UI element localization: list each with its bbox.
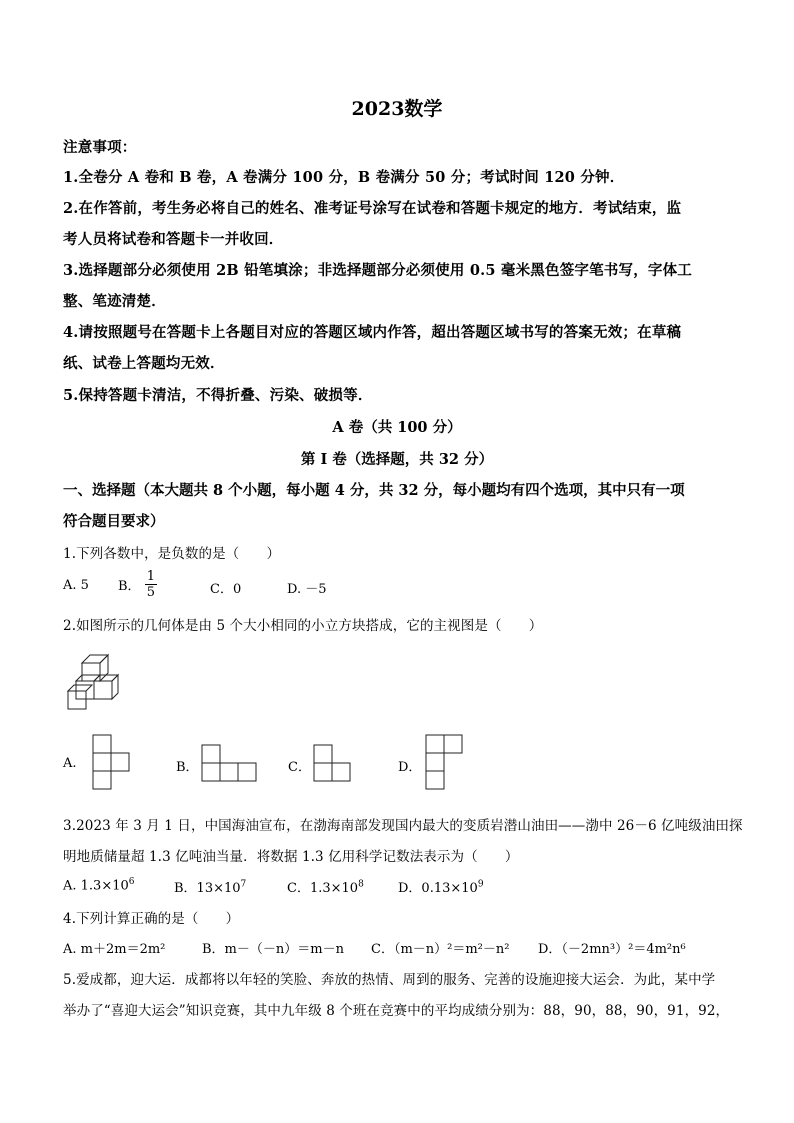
notice-item-3-cont: 整、笔迹清楚． (63, 293, 166, 310)
notice-item-2: 2.在作答前，考生务必将自己的姓名、准考证号涂写在试卷和答题卡规定的地方．考试结束，监 (63, 200, 682, 217)
q4-stem: 4.下列计算正确的是（ ） (63, 911, 240, 927)
q3-option-d-base: D．0.13×10 (398, 881, 478, 896)
notice-item-1: 1.全卷分 A 卷和 B 卷，A 卷满分 100 分，B 卷满分 50 分；考试时间 120 分钟． (63, 169, 625, 186)
q3-option-c-base: C．1.3×10 (287, 881, 359, 896)
q3-option-b (174, 877, 246, 896)
q2-option-d-view (425, 734, 465, 790)
q1-b-numerator: 1 (146, 569, 155, 584)
q4-option-b: B．m－（－n）＝m－n (202, 942, 344, 957)
q4-option-d: D．（－2mn³）²＝4m²n⁶ (538, 942, 686, 957)
notice-item-4: 4.请按照题号在答题卡上各题目对应的答题区域内作答，超出答题区域书写的答案无效；在草稿 (63, 324, 682, 341)
q2-option-a-view (92, 734, 132, 790)
q3-option-a-exp: 6 (128, 877, 135, 887)
part-1-heading: 第 I 卷（选择题，共 32 分） (300, 451, 494, 468)
notice-item-4-cont: 纸、试卷上答题均无效． (63, 355, 225, 372)
q2-option-c-view (313, 744, 353, 784)
q3-option-a (63, 877, 135, 893)
q2-solid-figure (60, 645, 130, 715)
q3-stem-line1: 3.2023 年 3 月 1 日，中国海油宣布，在渤海南部发现国内最大的变质岩潜山油田——渤中 26－6 亿吨级油田探 (63, 818, 743, 834)
q1-option-b-label: B． (118, 579, 141, 594)
q1-stem: 1.下列各数中，是负数的是（ ） (63, 546, 281, 562)
q3-option-b-exp: 7 (240, 879, 247, 890)
q1-option-d: D. －5 (287, 582, 327, 597)
q3-option-c (287, 877, 364, 896)
q2-option-b-view (201, 744, 259, 784)
q2-option-c: C． (288, 760, 311, 775)
q1-b-denominator: 5 (146, 585, 155, 600)
q5-stem-line1: 5.爱成都，迎大运．成都将以年轻的笑脸、奔放的热情、周到的服务、完善的设施迎接大运会．为此，某中学 (63, 972, 716, 988)
q3-option-b-base: B．13×10 (174, 881, 241, 896)
q2-option-b: B． (176, 760, 199, 775)
q3-option-a-base: A. 1.3×10 (63, 878, 129, 894)
q2-option-a: A. (63, 756, 77, 771)
q1-option-b-fraction (145, 569, 157, 600)
q5-stem-line2: 举办了“喜迎大运会”知识竞赛，其中九年级 8 个班在竞赛中的平均成绩分别为：88，90，88，90，91，92， (63, 1003, 730, 1019)
q2-stem: 2.如图所示的几何体是由 5 个大小相同的小立方块搭成，它的主视图是（ ） (63, 618, 543, 634)
q3-stem-line2: 明地质储量超 1.3 亿吨油当量．将数据 1.3 亿用科学记数法表示为（ ） (63, 849, 519, 865)
q1-option-b (118, 569, 157, 600)
notice-item-2-cont: 考人员将试卷和答题卡一并收回． (63, 231, 284, 248)
notice-item-3: 3.选择题部分必须使用 2B 铅笔填涂；非选择题部分必须使用 0.5 毫米黑色签字笔书写，字体工 (63, 262, 692, 279)
volume-a-heading: A 卷（共 100 分） (332, 419, 462, 436)
q1-option-c: C．0 (210, 582, 242, 597)
notice-item-5: 5.保持答题卡清洁，不得折叠、污染、破损等． (63, 387, 373, 404)
q3-option-d-exp: 9 (477, 879, 484, 890)
q4-option-a: A. m＋2m＝2m² (63, 942, 166, 957)
q3-option-d (398, 877, 484, 896)
q3-option-c-exp: 8 (358, 879, 364, 890)
page-title: 2023数学 (351, 98, 443, 120)
section-1-heading-cont: 符合题目要求） (63, 513, 165, 530)
section-1-heading: 一、选择题（本大题共 8 个小题，每小题 4 分，共 32 分，每小题均有四个选项，其中只有一项 (63, 482, 685, 499)
q4-option-c: C．（m－n）²＝m²－n² (371, 942, 510, 957)
q1-option-a: A. 5 (63, 578, 89, 593)
q2-option-d: D． (398, 760, 422, 775)
notice-heading: 注意事项： (63, 139, 137, 156)
